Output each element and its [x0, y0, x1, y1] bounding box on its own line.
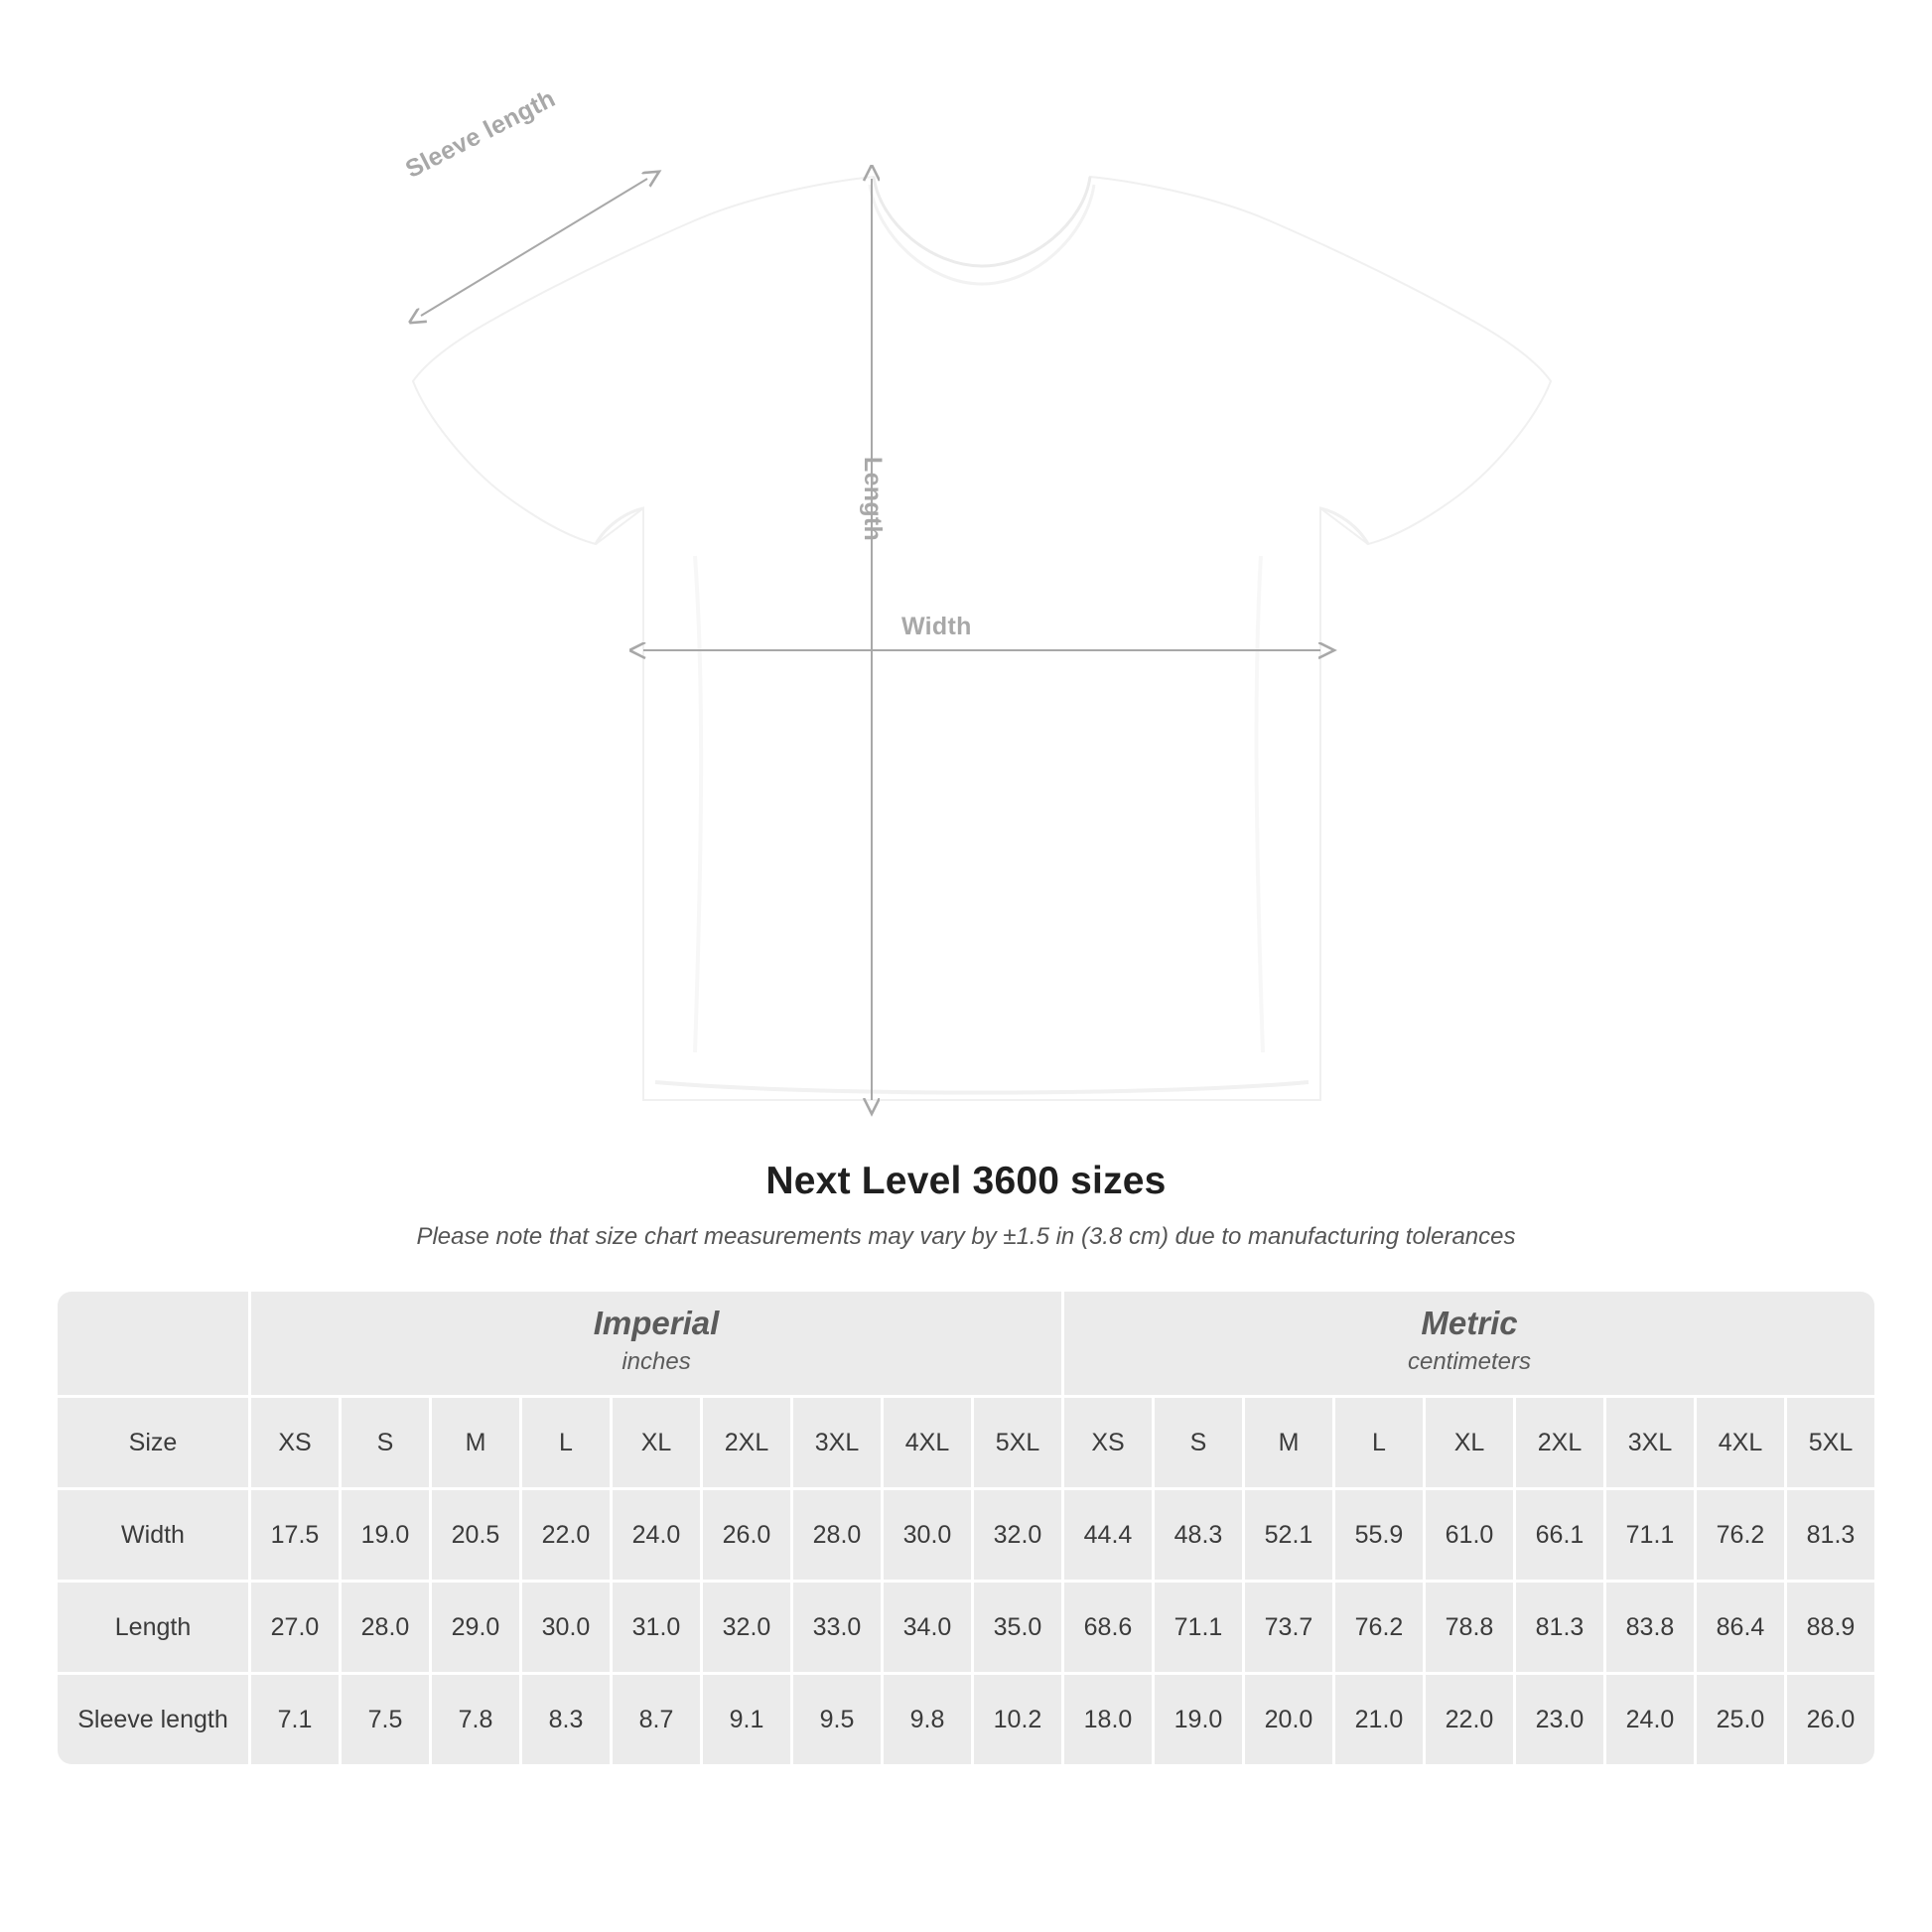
size-header-imperial-5: 2XL — [703, 1398, 790, 1487]
size-header-cell: Size — [58, 1398, 248, 1487]
cell-length-metric-3: 76.2 — [1335, 1583, 1423, 1672]
size-header-metric-0: XS — [1064, 1398, 1152, 1487]
size-table — [55, 1289, 1877, 1767]
table-row — [58, 1675, 1874, 1764]
cell-length-imperial-7: 34.0 — [884, 1583, 971, 1672]
cell-length-metric-4: 78.8 — [1426, 1583, 1513, 1672]
size-table-wrapper — [55, 1289, 1877, 1767]
cell-width-metric-7: 76.2 — [1697, 1490, 1784, 1580]
cell-sleeve-metric-0: 18.0 — [1064, 1675, 1152, 1764]
cell-length-imperial-5: 32.0 — [703, 1583, 790, 1672]
cell-width-imperial-4: 24.0 — [613, 1490, 700, 1580]
cell-sleeve-metric-4: 22.0 — [1426, 1675, 1513, 1764]
cell-width-imperial-3: 22.0 — [522, 1490, 610, 1580]
cell-width-imperial-1: 19.0 — [342, 1490, 429, 1580]
title-block — [0, 1160, 1932, 1251]
cell-sleeve-metric-5: 23.0 — [1516, 1675, 1603, 1764]
cell-width-metric-5: 66.1 — [1516, 1490, 1603, 1580]
row-label-sleeve-length: Sleeve length — [58, 1675, 248, 1764]
cell-sleeve-imperial-5: 9.1 — [703, 1675, 790, 1764]
cell-sleeve-metric-1: 19.0 — [1155, 1675, 1242, 1764]
cell-length-metric-0: 68.6 — [1064, 1583, 1152, 1672]
cell-sleeve-imperial-2: 7.8 — [432, 1675, 519, 1764]
size-header-metric-1: S — [1155, 1398, 1242, 1487]
cell-length-imperial-4: 31.0 — [613, 1583, 700, 1672]
size-header-metric-2: M — [1245, 1398, 1332, 1487]
cell-sleeve-imperial-3: 8.3 — [522, 1675, 610, 1764]
cell-length-metric-2: 73.7 — [1245, 1583, 1332, 1672]
cell-width-metric-8: 81.3 — [1787, 1490, 1874, 1580]
cell-sleeve-imperial-6: 9.5 — [793, 1675, 881, 1764]
cell-width-metric-0: 44.4 — [1064, 1490, 1152, 1580]
sleeve-length-label: Sleeve length — [401, 84, 560, 184]
table-row — [58, 1583, 1874, 1672]
page-title: Next Level 3600 sizes — [765, 1160, 1167, 1202]
cell-length-imperial-6: 33.0 — [793, 1583, 881, 1672]
cell-sleeve-imperial-1: 7.5 — [342, 1675, 429, 1764]
cell-length-imperial-1: 28.0 — [342, 1583, 429, 1672]
cell-length-metric-5: 81.3 — [1516, 1583, 1603, 1672]
cell-sleeve-metric-3: 21.0 — [1335, 1675, 1423, 1764]
size-header-imperial-4: XL — [613, 1398, 700, 1487]
size-header-metric-3: L — [1335, 1398, 1423, 1487]
size-header-imperial-7: 4XL — [884, 1398, 971, 1487]
metric-unit-sub: centimeters — [1407, 1347, 1532, 1375]
size-header-imperial-2: M — [432, 1398, 519, 1487]
tolerance-note: Please note that size chart measurements may vary by ±1.5 in (3.8 cm) due to manufacturing tolerances — [416, 1223, 1516, 1250]
size-header-row — [58, 1398, 1874, 1487]
cell-sleeve-metric-8: 26.0 — [1787, 1675, 1874, 1764]
cell-sleeve-metric-7: 25.0 — [1697, 1675, 1784, 1764]
cell-length-imperial-0: 27.0 — [251, 1583, 339, 1672]
unit-corner-cell — [58, 1292, 248, 1395]
cell-width-imperial-5: 26.0 — [703, 1490, 790, 1580]
imperial-unit-header — [251, 1292, 1061, 1395]
cell-width-imperial-2: 20.5 — [432, 1490, 519, 1580]
cell-width-imperial-0: 17.5 — [251, 1490, 339, 1580]
cell-width-metric-3: 55.9 — [1335, 1490, 1423, 1580]
cell-width-metric-1: 48.3 — [1155, 1490, 1242, 1580]
cell-length-metric-1: 71.1 — [1155, 1583, 1242, 1672]
size-header-imperial-1: S — [342, 1398, 429, 1487]
size-header-imperial-8: 5XL — [974, 1398, 1061, 1487]
cell-length-metric-8: 88.9 — [1787, 1583, 1874, 1672]
metric-unit-name: Metric — [1421, 1305, 1518, 1342]
row-label-width: Width — [58, 1490, 248, 1580]
cell-width-metric-2: 52.1 — [1245, 1490, 1332, 1580]
cell-width-imperial-6: 28.0 — [793, 1490, 881, 1580]
length-label: Length — [859, 457, 887, 542]
size-header-metric-6: 3XL — [1606, 1398, 1694, 1487]
imperial-unit-sub: inches — [621, 1347, 691, 1375]
cell-width-imperial-7: 30.0 — [884, 1490, 971, 1580]
size-header-metric-5: 2XL — [1516, 1398, 1603, 1487]
cell-sleeve-metric-6: 24.0 — [1606, 1675, 1694, 1764]
size-header-imperial-6: 3XL — [793, 1398, 881, 1487]
tshirt-shape — [413, 177, 1551, 1100]
width-label: Width — [901, 613, 972, 640]
size-header-imperial-3: L — [522, 1398, 610, 1487]
cell-length-imperial-8: 35.0 — [974, 1583, 1061, 1672]
size-header-metric-7: 4XL — [1697, 1398, 1784, 1487]
imperial-unit-name: Imperial — [593, 1305, 720, 1342]
cell-length-imperial-2: 29.0 — [432, 1583, 519, 1672]
metric-unit-header — [1064, 1292, 1874, 1395]
cell-sleeve-imperial-0: 7.1 — [251, 1675, 339, 1764]
cell-sleeve-metric-2: 20.0 — [1245, 1675, 1332, 1764]
cell-length-imperial-3: 30.0 — [522, 1583, 610, 1672]
size-header-metric-8: 5XL — [1787, 1398, 1874, 1487]
row-label-length: Length — [58, 1583, 248, 1672]
cell-width-metric-4: 61.0 — [1426, 1490, 1513, 1580]
cell-sleeve-imperial-7: 9.8 — [884, 1675, 971, 1764]
size-header-metric-4: XL — [1426, 1398, 1513, 1487]
cell-sleeve-imperial-4: 8.7 — [613, 1675, 700, 1764]
cell-width-metric-6: 71.1 — [1606, 1490, 1694, 1580]
cell-length-metric-6: 83.8 — [1606, 1583, 1694, 1672]
cell-sleeve-imperial-8: 10.2 — [974, 1675, 1061, 1764]
cell-length-metric-7: 86.4 — [1697, 1583, 1784, 1672]
unit-header-row — [58, 1292, 1874, 1395]
table-row — [58, 1490, 1874, 1580]
size-header-imperial-0: XS — [251, 1398, 339, 1487]
cell-width-imperial-8: 32.0 — [974, 1490, 1061, 1580]
